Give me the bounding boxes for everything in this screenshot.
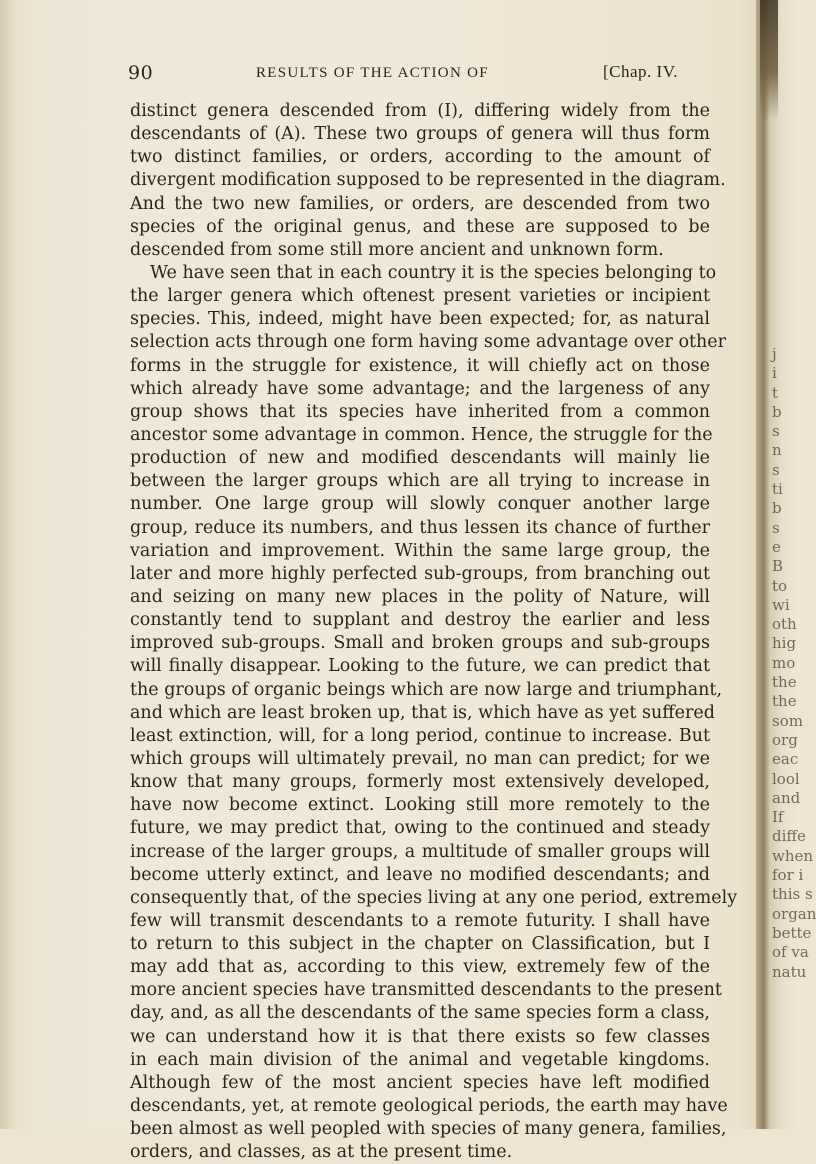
text-line: group, reduce its numbers, and thus lessen its chance of further [130, 517, 710, 538]
text-line: descendants, yet, at remote geological periods, the earth may have [130, 1096, 728, 1117]
bleed-fragment: som [772, 711, 803, 730]
page-edge-shadow [0, 0, 14, 1129]
text-line: divergent modification supposed to be represented in the diagram. [130, 170, 726, 191]
bleed-fragment: b [772, 402, 782, 421]
bleed-fragment: diffe [772, 827, 806, 846]
bleed-fragment: bette [772, 923, 812, 942]
bleed-fragment: s [772, 460, 780, 479]
bleed-fragment: when [772, 846, 814, 865]
text-line: in each main division of the animal and vegetable kingdoms. [130, 1049, 710, 1070]
bleed-fragment: organ [772, 904, 816, 923]
bleed-fragment: lool [772, 769, 800, 788]
bleed-fragment: b [772, 499, 782, 518]
text-line: descended from some still more ancient and unknown form. [130, 239, 664, 260]
text-line: and seizing on many new places in the polity of Nature, will [130, 586, 710, 607]
text-line: few will transmit descendants to a remote futurity. I shall have [130, 910, 710, 931]
text-line: have now become extinct. Looking still more remotely to the [130, 795, 710, 816]
text-line: orders, and classes, as at the present time. [130, 1142, 513, 1163]
text-line: and which are least broken up, that is, which have as yet suffered [130, 702, 715, 723]
text-line: descendants of (A). These two groups of genera will thus form [130, 124, 710, 145]
text-line: species of the original genus, and these are supposed to be [130, 216, 710, 237]
bleed-fragment: mo [772, 653, 796, 672]
text-line: the groups of organic beings which are now large and triumphant, [130, 679, 723, 700]
text-line: production of new and modified descendants will mainly lie [130, 448, 710, 469]
facing-page-bleed-through [772, 345, 816, 982]
text-line: day, and, as all the descendants of the same species form a class, [130, 1003, 710, 1024]
text-line: which groups will ultimately prevail, no man can predict; for we [130, 748, 710, 769]
text-line: And the two new families, or orders, are descended from two [130, 193, 710, 214]
bleed-fragment: B [772, 557, 784, 576]
bleed-fragment: oth [772, 615, 797, 634]
bleed-fragment: natu [772, 962, 807, 981]
bleed-fragment: to [772, 576, 788, 595]
text-line: improved sub-groups. Small and broken groups and sub-groups [130, 633, 710, 654]
text-line: been almost as well peopled with species of many genera, families, [130, 1119, 727, 1140]
text-line: Although few of the most ancient species have left modified [130, 1072, 710, 1093]
text-line: future, we may predict that, owing to the continued and steady [130, 818, 710, 839]
text-line: number. One large group will slowly conquer another large [130, 494, 710, 515]
text-line: distinct genera descended from (I), differing widely from the [130, 101, 710, 121]
chapter-reference: [Chap. IV. [603, 62, 679, 81]
text-line: species. This, indeed, might have been expected; for, as natural [130, 309, 710, 330]
bleed-fragment: org [772, 730, 798, 749]
bleed-fragment: the [772, 673, 797, 692]
running-head: RESULTS OF THE ACTION OF [256, 65, 489, 81]
text-line: We have seen that in each country it is the species belonging to [150, 262, 717, 283]
bleed-fragment: ti [772, 480, 783, 499]
bleed-fragment: of va [772, 943, 809, 962]
text-line: we can understand how it is that there exists so few classes [130, 1026, 710, 1047]
bleed-fragment: and [772, 788, 801, 807]
text-line: later and more highly perfected sub-groups, from branching out [130, 563, 710, 584]
body-text [130, 100, 738, 1164]
text-line: more ancient species have transmitted descendants to the present [130, 980, 722, 1001]
text-line: between the larger groups which are all trying to increase in [130, 471, 710, 492]
text-line: may add that as, according to this view, extremely few of the [130, 957, 710, 978]
text-line: two distinct families, or orders, according to the amount of [130, 147, 710, 168]
bleed-fragment: hig [772, 634, 797, 653]
bleed-fragment: i [772, 364, 777, 383]
text-line: become utterly extinct, and leave no modified descendants; and [130, 864, 710, 885]
bleed-fragment: the [772, 692, 797, 711]
bleed-fragment: e [772, 537, 781, 556]
text-line: constantly tend to supplant and destroy the earlier and less [130, 610, 710, 631]
bleed-fragment: for i [772, 866, 804, 885]
text-line: increase of the larger groups, a multitude of smaller groups will [130, 841, 710, 862]
text-line: selection acts through one form having some advantage over other [130, 332, 727, 353]
text-line: ancestor some advantage in common. Hence, the struggle for the [130, 424, 713, 445]
bleed-fragment: eac [772, 750, 799, 769]
text-line: group shows that its species have inherited from a common [130, 401, 710, 422]
bleed-fragment: t [772, 383, 779, 402]
page-number: 90 [128, 62, 154, 84]
bleed-fragment: n [772, 441, 782, 460]
bleed-fragment: this s [772, 885, 813, 904]
bleed-fragment: s [772, 518, 780, 537]
text-line: will finally disappear. Looking to the future, we can predict that [130, 656, 710, 677]
bleed-fragment: s [772, 422, 780, 441]
text-line: variation and improvement. Within the same large group, the [130, 540, 710, 561]
page-header [128, 62, 708, 88]
bleed-fragment: j [772, 345, 777, 363]
text-line: least extinction, will, for a long period, continue to increase. But [130, 725, 710, 746]
bleed-fragment: If [772, 808, 784, 827]
text-line: which already have some advantage; and the largeness of any [130, 378, 710, 399]
text-line: to return to this subject in the chapter on Classification, but I [130, 934, 710, 955]
text-line: the larger genera which oftenest present varieties or incipient [130, 286, 710, 307]
bleed-fragment: wi [772, 595, 790, 614]
text-line: know that many groups, formerly most extensively developed, [130, 772, 710, 793]
text-line: forms in the struggle for existence, it will chiefly act on those [130, 355, 710, 376]
binding-shadow [760, 0, 778, 120]
text-line: consequently that, of the species living at any one period, extremely [130, 887, 738, 908]
